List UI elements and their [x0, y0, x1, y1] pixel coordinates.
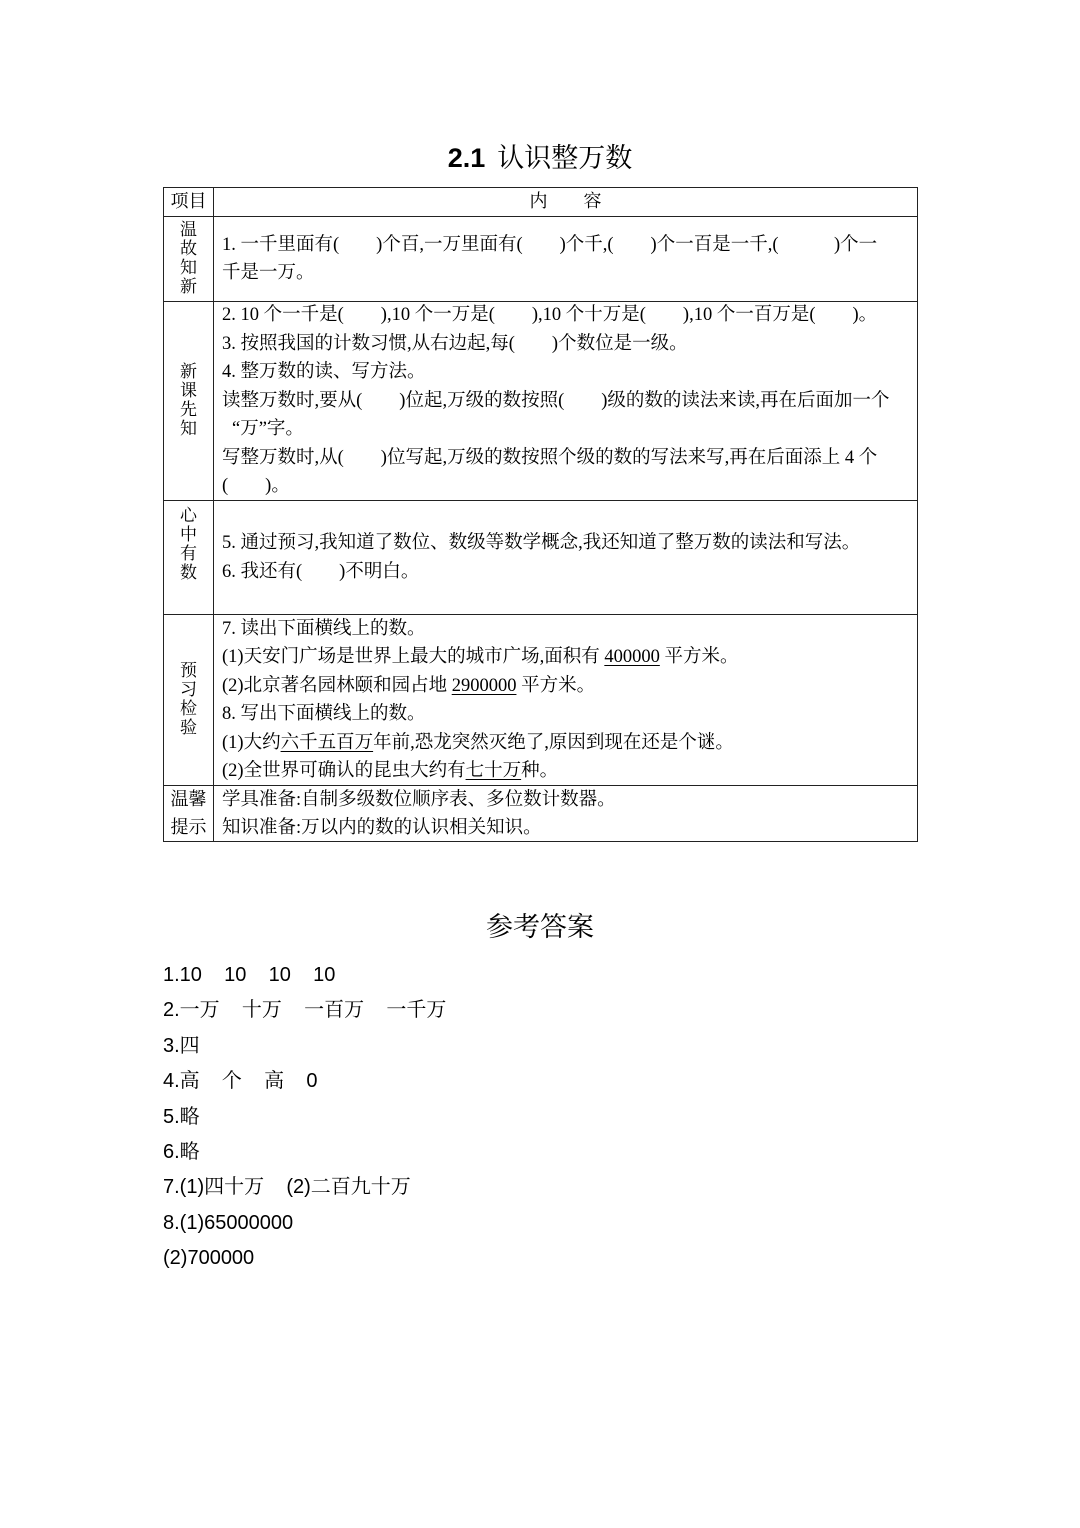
- line-text: 年前,恐龙突然灭绝了,原因到现在还是个谜。: [373, 732, 734, 753]
- tip-tools-line: 学具准备:自制多级数位顺序表、多位数计数器。: [222, 789, 616, 810]
- row-label-review: 温故知新: [180, 220, 197, 297]
- row-content-cell: [214, 501, 917, 614]
- table-header-row: [164, 188, 917, 216]
- question-4-write-line-1: 写整万数时,从( )位写起,万级的数按照个级的数的写法来写,再在后面添上 4 个: [222, 447, 878, 468]
- row-label-cell: [164, 615, 214, 785]
- question-4-line: 4. 整万数的读、写方法。: [222, 362, 426, 383]
- table-row-new-lesson: [164, 301, 917, 500]
- answer-5: 5.略: [163, 1105, 200, 1128]
- question-7-part-2: [222, 672, 917, 701]
- line-text: (1)大约: [222, 732, 281, 753]
- question-8-line: 8. 写出下面横线上的数。: [222, 704, 426, 724]
- answer-7: 7.(1)四十万 (2)二百九十万: [163, 1176, 411, 1199]
- line-text: 种。: [521, 761, 559, 781]
- line-text: (1)天安门广场是世界上最大的城市广场,面积有: [222, 647, 605, 667]
- question-7-part-1: [222, 643, 917, 672]
- tip-knowledge-line: 知识准备:万以内的数的认识相关知识。: [222, 817, 542, 838]
- page-title: [0, 140, 1080, 177]
- question-1-line-1: 1. 一千里面有( )个百,一万里面有( )个千,( )个一百是一千,( )个一: [222, 234, 878, 255]
- underlined-number: 400000: [604, 647, 660, 667]
- line-text: (2)全世界可确认的昆虫大约有: [222, 761, 466, 781]
- answer-8-part-2: (2)700000: [163, 1247, 255, 1270]
- question-7-line: 7. 读出下面横线上的数。: [222, 618, 426, 639]
- row-label-cell: [164, 302, 214, 500]
- answers-list: [163, 958, 446, 1277]
- header-item-label: 项目: [170, 191, 207, 212]
- header-item-cell: [164, 188, 214, 216]
- question-4-write-line-2: ( )。: [222, 476, 290, 497]
- question-3-line: 3. 按照我国的计数习惯,从右边起,每( )个数位是一级。: [222, 333, 688, 354]
- row-label-cell: [164, 786, 214, 841]
- underlined-number: 六千五百万: [280, 732, 374, 753]
- question-4-read-line-1: 读整万数时,要从( )位起,万级的数按照( )级的数的读法来读,再在后面加一个: [222, 390, 890, 411]
- row-label-tips: 温馨提示: [170, 788, 207, 838]
- table-row-tips: [164, 785, 917, 841]
- title-text: 认识整万数: [497, 143, 633, 173]
- row-label-new-lesson: 新课先知: [180, 362, 197, 439]
- header-content-label: 内 容: [529, 191, 602, 212]
- table-row-review: [164, 216, 917, 301]
- row-content-cell: [214, 217, 917, 301]
- question-2-line: 2. 10 个一千是( ),10 个一万是( ),10 个十万是( ),10 个一百万是( )。: [222, 305, 878, 326]
- question-1-line-2: 千是一万。: [222, 263, 315, 283]
- answer-2: 2.一万 十万 一百万 一千万: [163, 999, 447, 1022]
- title-number: 2.1: [447, 143, 486, 173]
- row-label-cell: [164, 501, 214, 614]
- question-6-line: 6. 我还有( )不明白。: [222, 561, 420, 582]
- answers-heading: 参考答案: [486, 912, 594, 942]
- table-row-reflection: [164, 500, 917, 614]
- question-5-line: 5. 通过预习,我知道了数位、数级等数学概念,我还知道了整万数的读法和写法。: [222, 533, 861, 553]
- question-8-part-2: [222, 757, 917, 786]
- row-label-reflection: 心中有数: [180, 506, 197, 583]
- answer-6: 6.略: [163, 1141, 200, 1164]
- answer-3: 3.四: [163, 1034, 200, 1057]
- row-label-check: 预习检验: [180, 661, 197, 738]
- line-text: 平方米。: [659, 647, 739, 667]
- table-row-check: [164, 614, 917, 785]
- header-content-cell: [214, 188, 917, 216]
- row-label-cell: [164, 217, 214, 301]
- answer-4: 4.高 个 高 0: [163, 1070, 318, 1093]
- row-content-cell: [214, 302, 917, 500]
- underlined-number: 七十万: [465, 761, 522, 781]
- answer-1: 1.10 10 10 10: [163, 964, 336, 986]
- row-content-cell: [214, 786, 917, 841]
- line-text: (2)北京著名园林颐和园占地: [222, 675, 452, 696]
- preview-table: [163, 187, 918, 842]
- row-content-cell: [214, 615, 917, 785]
- underlined-number: 2900000: [451, 675, 517, 696]
- answer-8-part-1: 8.(1)65000000: [163, 1211, 294, 1234]
- line-text: 平方米。: [516, 675, 596, 696]
- question-8-part-1: [222, 729, 917, 758]
- question-4-read-line-2: “万”字。: [232, 419, 304, 440]
